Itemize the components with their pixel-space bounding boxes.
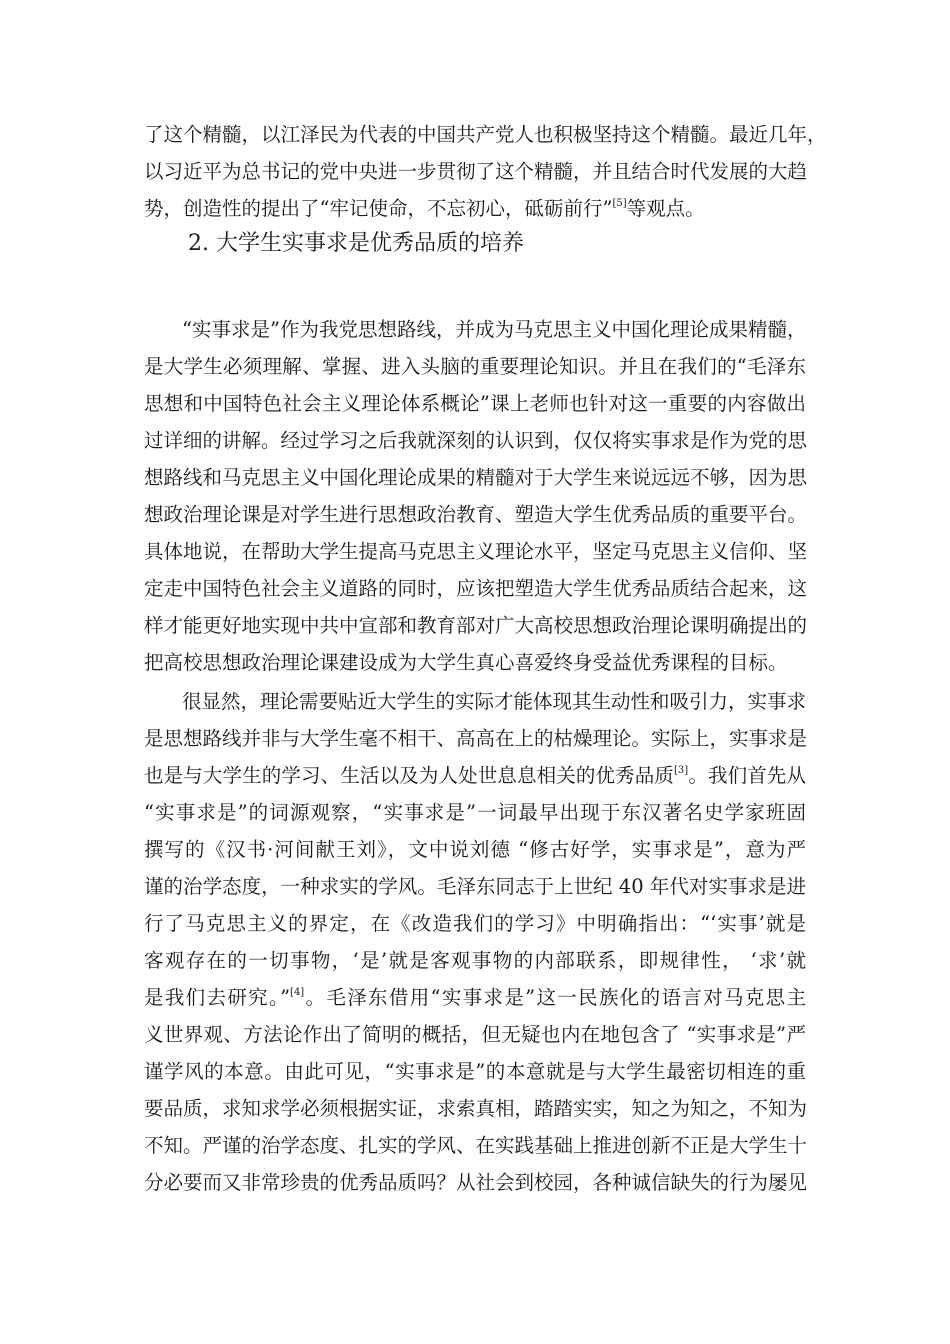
para3-line-5: 撰写的《汉书·河间献王刘》，文中说刘德 “修古好学，实事求是”，意为严 [144,838,806,861]
para3-line-1: 很显然，理论需要贴近大学生的实际才能体现其生动性和吸引力，实事求 [182,690,807,713]
para3-line-9-text-a: 是我们去研究。” [144,986,291,1009]
para1-line-2: 以习近平为总书记的党中央进一步贯彻了这个精髓，并且结合时代发展的大趋 [144,160,808,183]
para2-line-9: 样才能更好地实现中共中宣部和教育部对广大高校思想政治理论课明确提出的 [144,614,808,637]
para3-line-11: 谨学风的本意。由此可见，“实事求是”的本意就是与大学生最密切相连的重 [144,1060,806,1083]
para3-line-7: 行了马克思主义的界定，在《改造我们的学习》中明确指出：“‘实事’就是 [144,912,806,935]
para2-line-4: 过详细的讲解。经过学习之后我就深刻的认识到，仅仅将实事求是作为党的思 [144,429,808,452]
para2-line-10: 把高校思想政治理论课建设成为大学生真心喜爱终身受益优秀课程的目标。 [144,651,788,674]
section-heading: 2. 大学生实事求是优秀品质的培养 [188,231,524,256]
citation-ref: [3] [674,765,689,776]
para1-line-3-tail: 等观点。 [626,197,705,220]
para2-line-6: 想政治理论课是对学生进行思想政治教育、塑造大学生优秀品质的重要平台。 [144,503,808,526]
citation-ref: [5] [612,198,627,209]
para1-line-3-text: 势，创造性的提出了“牢记使命，不忘初心，砥砺前行” [144,197,613,220]
para2-line-1: “实事求是”作为我党思想路线，并成为马克思主义中国化理论成果精髓， [182,318,807,341]
para3-line-10: 义世界观、方法论作出了简明的概括，但无疑也内在地包含了 “实事求是”严 [144,1023,806,1046]
para3-line-6: 谨的治学态度，一种求实的学风。毛泽东同志于上世纪 40 年代对实事求是进 [144,875,806,898]
para3-line-3-text-a: 也是与大学生的学习、生活以及为人处世息息相关的优秀品质 [144,764,675,787]
para3-line-2: 是思想路线并非与大学生毫不相干、高高在上的枯燥理论。实际上，实事求是 [144,727,808,750]
para3-line-8: 客观存在的一切事物，‘是’就是客观事物的内部联系，即规律性， ‘求’就 [144,949,806,972]
para3-line-9-text-b: 。毛泽东借用“实事求是”这一民族化的语言对马克思主 [304,986,806,1009]
para2-line-7: 具体地说，在帮助大学生提高马克思主义理论水平，坚定马克思主义信仰、坚 [144,540,808,563]
para1-line-1: 了这个精髓，以江泽民为代表的中国共产党人也积极坚持这个精髓。最近几年， [144,123,827,146]
para3-line-9 [144,983,806,1013]
para1-line-3 [144,194,806,224]
para3-line-14: 分必要而又非常珍贵的优秀品质吗？从社会到校园，各种诚信缺失的行为屡见 [144,1171,808,1194]
para3-line-13: 不知。严谨的治学态度、扎实的学风、在实践基础上推进创新不正是大学生十 [144,1134,808,1157]
para2-line-8: 定走中国特色社会主义道路的同时，应该把塑造大学生优秀品质结合起来，这 [144,577,808,600]
para3-line-4: “实事求是”的词源观察，“实事求是”一词最早出现于东汉著名史学家班固 [144,801,806,824]
para2-line-2: 是大学生必须理解、掌握、进入头脑的重要理论知识。并且在我们的“毛泽东 [144,355,806,378]
para3-line-3 [144,761,806,791]
para2-line-3: 思想和中国特色社会主义理论体系概论”课上老师也针对这一重要的内容做出 [144,392,806,415]
citation-ref: [4] [290,987,305,998]
para2-line-5: 想路线和马克思主义中国化理论成果的精髓对于大学生来说远远不够，因为思 [144,466,808,489]
para3-line-12: 要品质，求知求学必须根据实证，求索真相，踏踏实实，知之为知之，不知为 [144,1097,808,1120]
para3-line-3-text-b: 。我们首先从 [688,764,806,787]
